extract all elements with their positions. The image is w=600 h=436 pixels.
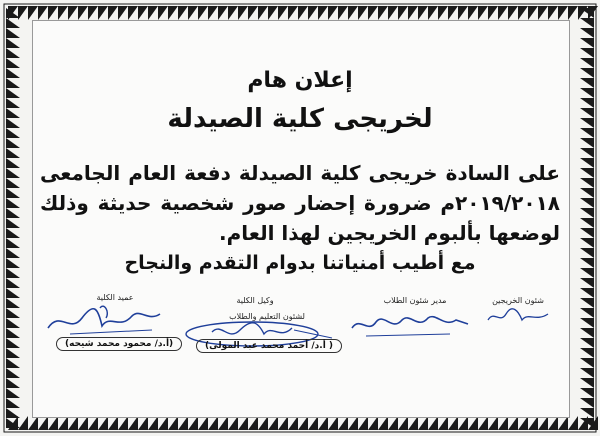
border-triangle bbox=[398, 416, 408, 430]
border-triangle bbox=[580, 308, 594, 318]
border-triangle bbox=[128, 416, 138, 430]
border-triangle bbox=[418, 6, 428, 20]
border-triangle bbox=[6, 408, 20, 418]
border-triangle bbox=[438, 6, 448, 20]
border-triangle bbox=[58, 6, 68, 20]
border-triangle bbox=[568, 6, 578, 20]
border-triangle bbox=[528, 6, 538, 20]
border-triangle bbox=[208, 6, 218, 20]
border-triangle bbox=[6, 18, 20, 28]
border-triangle bbox=[538, 6, 548, 20]
border-triangle bbox=[580, 388, 594, 398]
border-triangle bbox=[6, 178, 20, 188]
border-triangle bbox=[278, 6, 288, 20]
border-triangle bbox=[488, 416, 498, 430]
border-triangle bbox=[580, 218, 594, 228]
border-triangle bbox=[28, 6, 38, 20]
border-triangle bbox=[298, 6, 308, 20]
border-triangle bbox=[6, 278, 20, 288]
border-triangle bbox=[508, 416, 518, 430]
border-triangle bbox=[48, 6, 58, 20]
border-triangle bbox=[88, 6, 98, 20]
border-triangle bbox=[580, 178, 594, 188]
border-triangle bbox=[408, 6, 418, 20]
border-triangle bbox=[580, 288, 594, 298]
border-triangle bbox=[408, 416, 418, 430]
border-triangle bbox=[328, 6, 338, 20]
border-triangle bbox=[348, 416, 358, 430]
border-triangle bbox=[378, 6, 388, 20]
border-triangle bbox=[6, 298, 20, 308]
border-triangle bbox=[580, 358, 594, 368]
border-triangle bbox=[548, 416, 558, 430]
border-triangle bbox=[138, 416, 148, 430]
border-triangle bbox=[6, 158, 20, 168]
border-triangle bbox=[308, 416, 318, 430]
border-triangle bbox=[78, 416, 88, 430]
border-triangle bbox=[248, 6, 258, 20]
border-triangle bbox=[308, 6, 318, 20]
border-triangle bbox=[580, 318, 594, 328]
border-triangle bbox=[6, 348, 20, 358]
border-triangle bbox=[580, 48, 594, 58]
border-triangle bbox=[238, 416, 248, 430]
border-triangle bbox=[98, 6, 108, 20]
border-triangle bbox=[538, 416, 548, 430]
border-triangle bbox=[478, 6, 488, 20]
border-triangle bbox=[6, 48, 20, 58]
border-triangle bbox=[6, 308, 20, 318]
border-triangle bbox=[6, 378, 20, 388]
border-triangle bbox=[528, 416, 538, 430]
border-triangle bbox=[580, 198, 594, 208]
border-triangle bbox=[438, 416, 448, 430]
border-triangle bbox=[6, 138, 20, 148]
border-triangle bbox=[288, 416, 298, 430]
border-triangle bbox=[468, 6, 478, 20]
border-triangle bbox=[358, 6, 368, 20]
border-triangle bbox=[348, 6, 358, 20]
border-triangle bbox=[78, 6, 88, 20]
border-triangle bbox=[580, 58, 594, 68]
announcement-heading: إعلان هام bbox=[247, 68, 353, 93]
border-triangle bbox=[428, 416, 438, 430]
border-triangle bbox=[68, 6, 78, 20]
graduates-affairs-signature bbox=[484, 304, 554, 330]
border-triangle bbox=[6, 398, 20, 408]
student-affairs-signature bbox=[346, 306, 476, 342]
border-triangle bbox=[108, 416, 118, 430]
border-triangle bbox=[298, 416, 308, 430]
border-triangle bbox=[558, 416, 568, 430]
border-triangle bbox=[6, 58, 20, 68]
border-triangle bbox=[458, 6, 468, 20]
border-triangle bbox=[498, 6, 508, 20]
border-triangle bbox=[6, 168, 20, 178]
border-triangle bbox=[148, 6, 158, 20]
border-triangle bbox=[568, 416, 578, 430]
border-triangle bbox=[188, 6, 198, 20]
border-triangle bbox=[448, 416, 458, 430]
student-affairs-title: مدير شئون الطلاب bbox=[383, 296, 447, 305]
border-triangle bbox=[6, 218, 20, 228]
graduates-affairs-title: شئون الخريجين bbox=[492, 296, 544, 305]
dean-name: (أ.د/ محمود محمد شيحه) bbox=[56, 337, 182, 351]
border-triangle bbox=[6, 358, 20, 368]
border-triangle bbox=[58, 416, 68, 430]
border-triangle bbox=[268, 6, 278, 20]
border-triangle bbox=[6, 338, 20, 348]
border-triangle bbox=[580, 148, 594, 158]
border-triangle bbox=[108, 6, 118, 20]
border-triangle bbox=[118, 416, 128, 430]
border-triangle bbox=[6, 188, 20, 198]
border-triangle bbox=[498, 416, 508, 430]
border-triangle bbox=[38, 6, 48, 20]
border-triangle bbox=[580, 28, 594, 38]
border-triangle bbox=[548, 6, 558, 20]
border-triangle bbox=[98, 416, 108, 430]
border-triangle bbox=[238, 6, 248, 20]
border-triangle bbox=[208, 416, 218, 430]
border-triangle bbox=[6, 228, 20, 238]
border-triangle bbox=[518, 6, 528, 20]
border-triangle bbox=[148, 416, 158, 430]
border-triangle bbox=[6, 38, 20, 48]
border-triangle bbox=[178, 416, 188, 430]
border-triangle bbox=[6, 198, 20, 208]
border-triangle bbox=[228, 416, 238, 430]
border-triangle bbox=[580, 188, 594, 198]
border-triangle bbox=[580, 18, 594, 28]
border-triangle bbox=[6, 208, 20, 218]
border-triangle bbox=[580, 328, 594, 338]
border-triangle bbox=[580, 378, 594, 388]
body-line-3: لوضعها بألبوم الخريجين لهذا العام. bbox=[219, 221, 560, 245]
border-triangle bbox=[218, 416, 228, 430]
border-triangle bbox=[158, 416, 168, 430]
border-triangle bbox=[418, 416, 428, 430]
body-line-2: ٢٠١٩/٢٠١٨م ضرورة إحضار صور شخصية حديثة وذلك bbox=[40, 191, 560, 215]
dean-signature bbox=[40, 300, 170, 340]
border-triangle bbox=[368, 416, 378, 430]
border-triangle bbox=[580, 228, 594, 238]
border-triangle bbox=[278, 416, 288, 430]
border-triangle bbox=[6, 28, 20, 38]
border-triangle bbox=[468, 416, 478, 430]
border-triangle bbox=[580, 138, 594, 148]
border-triangle bbox=[318, 416, 328, 430]
border-triangle bbox=[318, 6, 328, 20]
border-triangle bbox=[178, 6, 188, 20]
border-triangle bbox=[378, 416, 388, 430]
vice-dean-name: ( أ.د/ أحمد محمد عبد المولى) bbox=[196, 339, 342, 353]
border-triangle bbox=[128, 6, 138, 20]
border-triangle bbox=[68, 416, 78, 430]
border-triangle bbox=[448, 6, 458, 20]
body-line-1: على السادة خريجى كلية الصيدلة دفعة العام الجامعى bbox=[40, 161, 560, 185]
border-triangle bbox=[580, 368, 594, 378]
border-triangle bbox=[6, 238, 20, 248]
border-triangle bbox=[6, 318, 20, 328]
border-triangle bbox=[38, 416, 48, 430]
border-triangle bbox=[6, 288, 20, 298]
border-triangle bbox=[580, 398, 594, 408]
border-triangle bbox=[28, 416, 38, 430]
border-triangle bbox=[6, 388, 20, 398]
border-triangle bbox=[398, 6, 408, 20]
announcement-subheading: لخريجى كلية الصيدلة bbox=[167, 104, 433, 134]
border-triangle bbox=[580, 348, 594, 358]
border-triangle bbox=[508, 6, 518, 20]
border-triangle bbox=[580, 278, 594, 288]
border-triangle bbox=[218, 6, 228, 20]
border-triangle bbox=[580, 298, 594, 308]
border-triangle bbox=[188, 416, 198, 430]
dean-title: عميد الكلية bbox=[96, 293, 134, 302]
border-triangle bbox=[580, 208, 594, 218]
border-triangle bbox=[168, 6, 178, 20]
announcement-body bbox=[40, 158, 560, 248]
border-triangle bbox=[338, 416, 348, 430]
border-triangle bbox=[368, 6, 378, 20]
border-triangle bbox=[580, 38, 594, 48]
vice-dean-title: وكيل الكلية bbox=[236, 296, 274, 305]
border-triangle bbox=[580, 238, 594, 248]
vice-dean-subtitle: لشئون التعليم والطلاب bbox=[229, 312, 305, 321]
border-triangle bbox=[168, 416, 178, 430]
border-triangle bbox=[518, 416, 528, 430]
border-triangle bbox=[228, 6, 238, 20]
border-triangle bbox=[458, 416, 468, 430]
border-triangle bbox=[388, 6, 398, 20]
border-triangle bbox=[258, 416, 268, 430]
border-triangle bbox=[580, 158, 594, 168]
border-triangle bbox=[428, 6, 438, 20]
border-triangle bbox=[248, 416, 258, 430]
border-triangle bbox=[338, 6, 348, 20]
border-triangle bbox=[198, 6, 208, 20]
border-triangle bbox=[558, 6, 568, 20]
border-triangle bbox=[580, 408, 594, 418]
border-triangle bbox=[6, 148, 20, 158]
border-triangle bbox=[388, 416, 398, 430]
border-triangle bbox=[328, 416, 338, 430]
border-triangle bbox=[6, 328, 20, 338]
border-triangle bbox=[268, 416, 278, 430]
border-triangle bbox=[88, 416, 98, 430]
border-triangle bbox=[48, 416, 58, 430]
border-triangle bbox=[488, 6, 498, 20]
border-triangle bbox=[288, 6, 298, 20]
border-triangle bbox=[118, 6, 128, 20]
border-triangle bbox=[198, 416, 208, 430]
border-triangle bbox=[358, 416, 368, 430]
border-triangle bbox=[158, 6, 168, 20]
border-triangle bbox=[138, 6, 148, 20]
closing-line: مع أطيب أمنياتنا بدوام التقدم والنجاح bbox=[124, 252, 476, 274]
border-triangle bbox=[580, 338, 594, 348]
border-triangle bbox=[258, 6, 268, 20]
border-triangle bbox=[6, 368, 20, 378]
border-triangle bbox=[580, 168, 594, 178]
border-triangle bbox=[478, 416, 488, 430]
